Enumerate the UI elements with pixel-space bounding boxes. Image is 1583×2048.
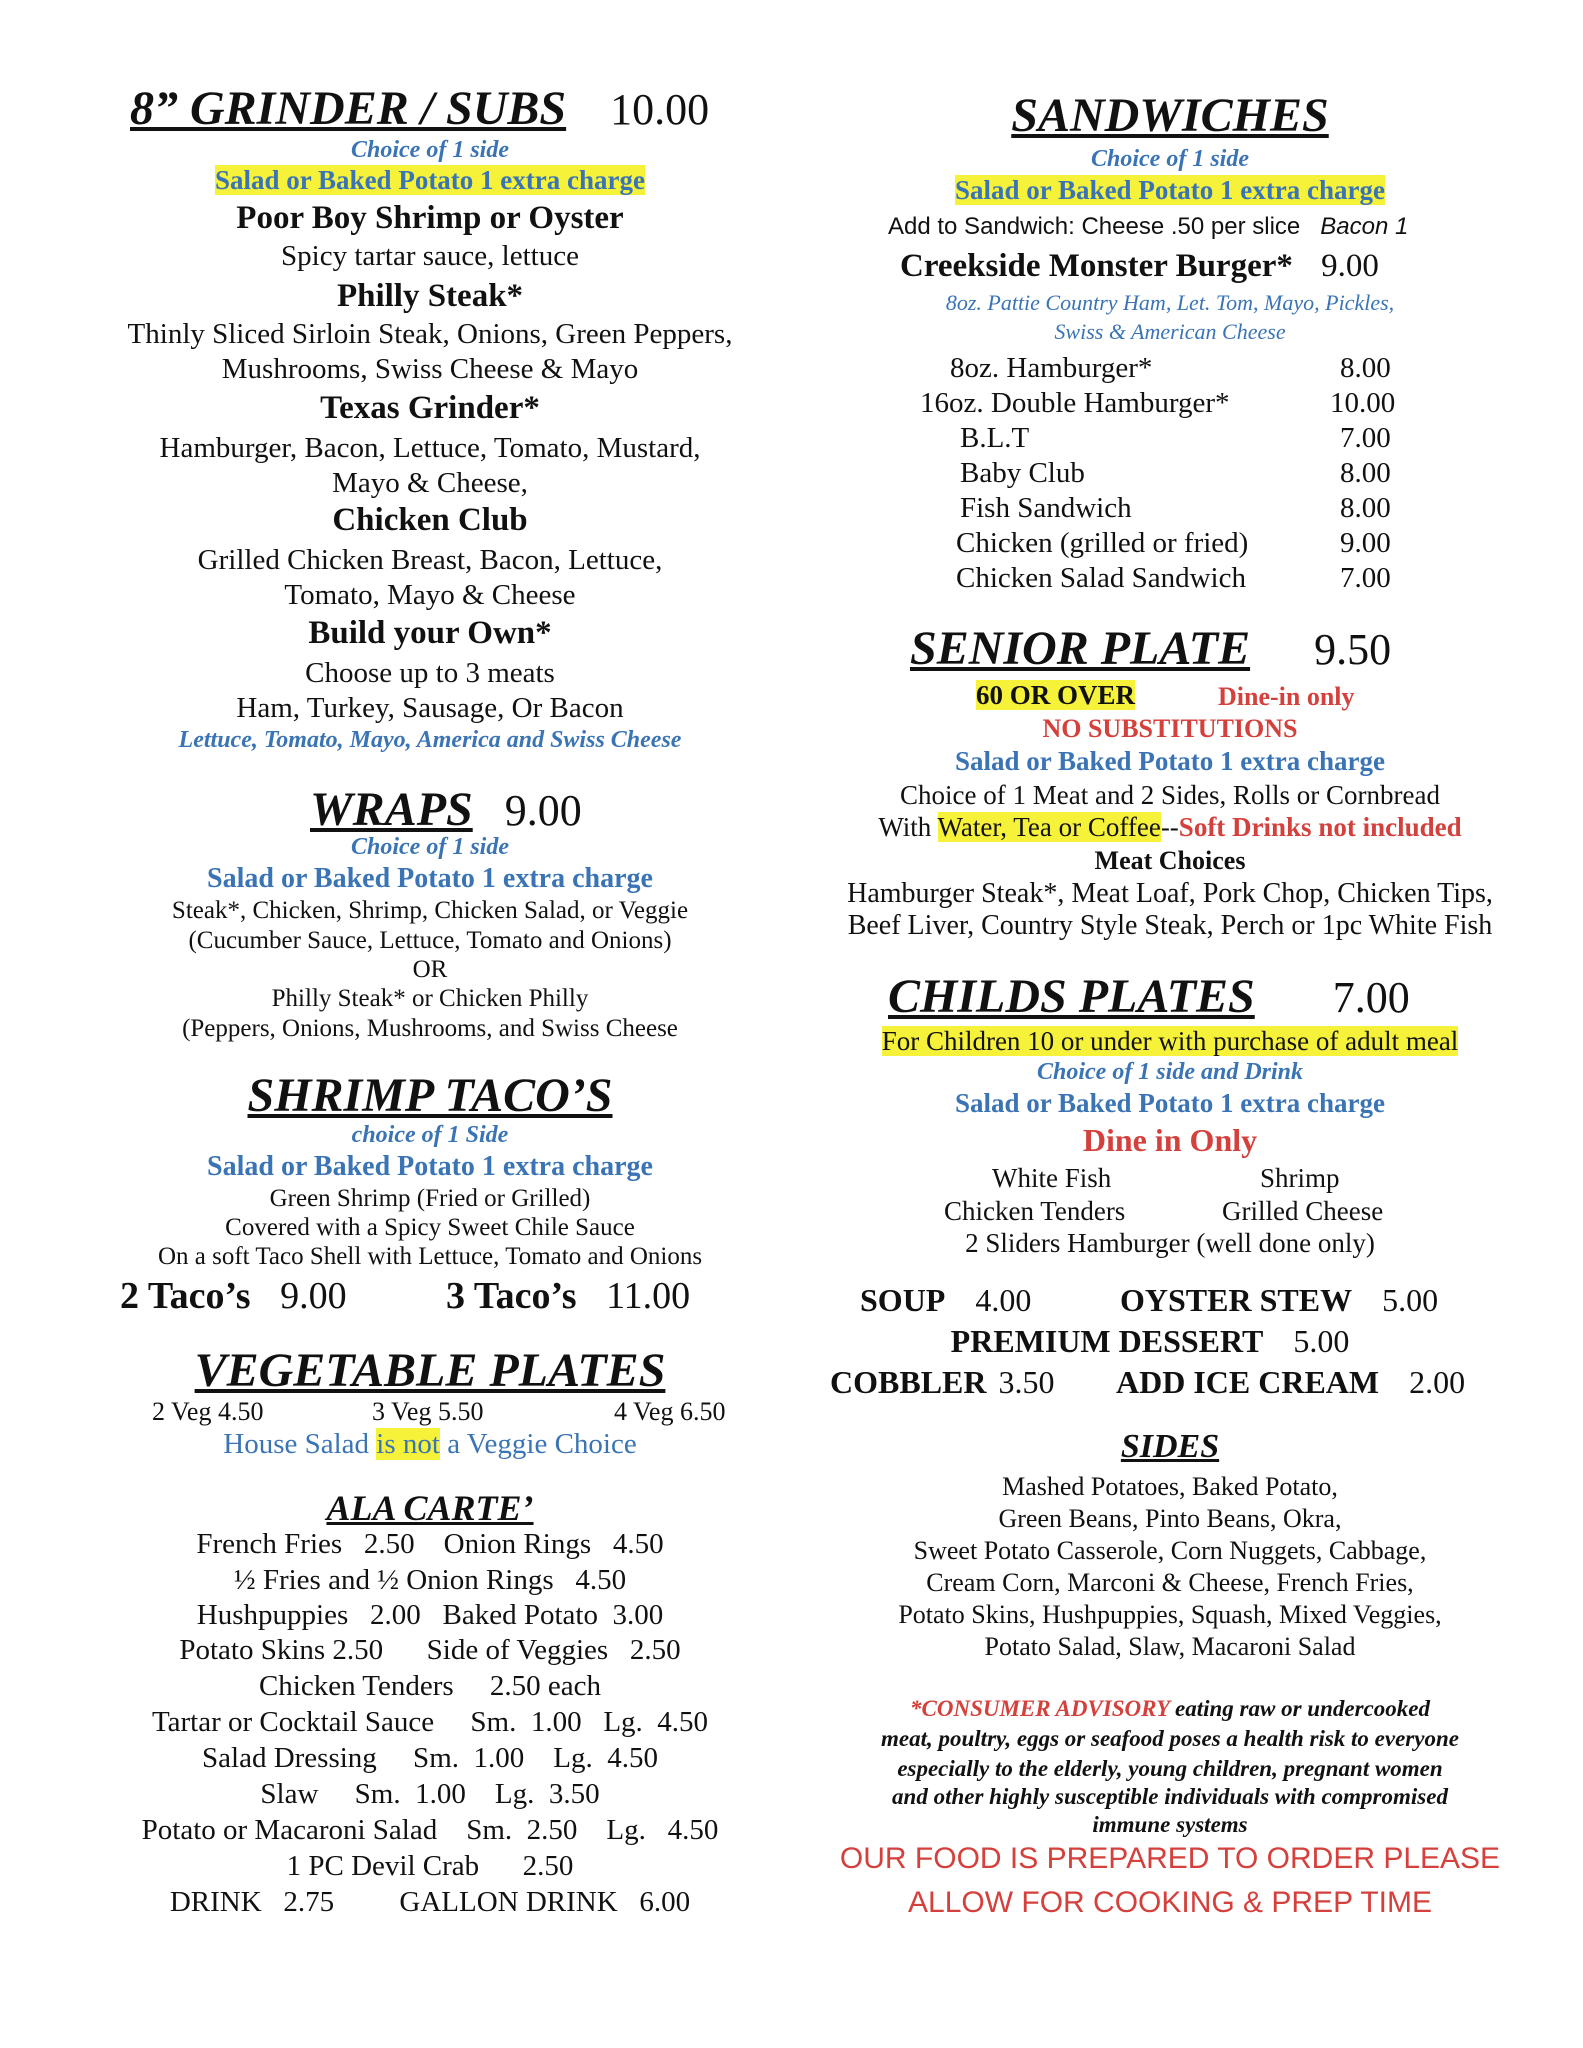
veg-note [100,1428,760,1461]
grinder-item-desc: Mushrooms, Swiss Cheese & Mayo [221,353,639,385]
sides-title: SIDES [1120,1428,1220,1465]
grinder-extra-wrap [100,165,760,196]
senior-age: 60 OR OVER [976,680,1136,710]
alacarte-header [100,1487,760,1529]
wraps-line: OR [412,956,448,983]
alacarte-row: ½ Fries and ½ Onion Rings 4.50 [233,1564,627,1596]
monster-desc: 8oz. Pattie Country Ham, Let. Tom, Mayo, Pickles, [945,290,1395,315]
alacarte-row: Chicken Tenders 2.50 each [258,1670,602,1702]
tacos-two-label: 2 Taco’s [120,1275,251,1317]
cobbler-price: 3.50 [998,1364,1055,1400]
senior-header [910,624,1391,675]
childs-for-wrap [820,1026,1520,1057]
alacarte-title: ALA CARTE’ [326,1488,534,1528]
sides-line: Sweet Potato Casserole, Corn Nuggets, Cabbage, [913,1536,1427,1565]
sandwich-name: 16oz. Double Hamburger* [920,387,1230,419]
wraps-header [310,785,582,836]
tacos-three-label: 3 Taco’s [446,1275,577,1317]
alacarte-row: Potato Skins 2.50 Side of Veggies 2.50 [179,1634,681,1666]
monster-name: Creekside Monster Burger* [900,248,1293,284]
dessert-line [820,1323,1480,1360]
grinder-toppings: Lettuce, Tomato, Mayo, America and Swiss Cheese [178,727,682,753]
alacarte-row: Tartar or Cocktail Sauce Sm. 1.00 Lg. 4.50 [151,1706,709,1738]
tacos-extra: Salad or Baked Potato 1 extra charge [207,1151,653,1182]
cobbler-label: COBBLER [830,1364,987,1400]
sandwiches-header [820,89,1520,142]
advisory-line: immune systems [1092,1812,1248,1837]
monster-desc: Swiss & American Cheese [1054,319,1286,344]
prep-notice: ALLOW FOR COOKING & PREP TIME [908,1886,1432,1919]
advisory-line: especially to the elderly, young children, pregnant women [897,1756,1443,1781]
tacos-line: Covered with a Spicy Sweet Chile Sauce [225,1214,635,1241]
senior-with-b: Water, Tea or Coffee [937,812,1161,842]
senior-meat-line: Beef Liver, Country Style Steak, Perch or 1pc White Fish [847,910,1493,941]
senior-title: SENIOR PLATE [910,622,1251,675]
grinder-header [130,84,709,135]
sandwich-price: 10.00 [1330,387,1396,419]
sides-line: Mashed Potatoes, Baked Potato, [1002,1472,1338,1501]
childs-item: Shrimp [1260,1163,1340,1193]
veg-title: VEGETABLE PLATES [194,1344,666,1397]
veg-two: 2 Veg 4.50 [152,1397,264,1426]
senior-meat-title: Meat Choices [1094,846,1246,875]
grinder-item-desc: Hamburger, Bacon, Lettuce, Tomato, Mustard, [159,432,701,464]
grinder-item-desc: Mayo & Cheese, [332,467,528,499]
veg-three: 3 Veg 5.50 [372,1397,484,1426]
tacos-line: On a soft Taco Shell with Lettuce, Tomato and Onions [157,1243,703,1270]
wraps-line: Philly Steak* or Chicken Philly [271,985,589,1012]
monster-burger [900,248,1379,285]
grinder-item-desc: Grilled Chicken Breast, Bacon, Lettuce, [197,544,663,576]
childs-extra: Salad or Baked Potato 1 extra charge [955,1088,1385,1118]
sandwich-name: Fish Sandwich [960,492,1132,524]
sandwiches-title: SANDWICHES [1011,89,1329,142]
wraps-choice: Choice of 1 side [351,834,509,860]
grinder-item-name: Philly Steak* [336,278,524,314]
veg-four: 4 Veg 6.50 [614,1397,726,1426]
senior-dine: Dine-in only [1218,682,1355,711]
grinder-item-name: Chicken Club [332,502,528,538]
senior-extra: Salad or Baked Potato 1 extra charge [955,746,1385,776]
sandwiches-choice: Choice of 1 side [1091,146,1249,172]
grinder-item-desc: Tomato, Mayo & Cheese [284,579,576,611]
veg-note-c: a Veggie Choice [439,1428,637,1460]
advisory-line [820,1694,1520,1724]
sandwiches-extra-wrap [820,175,1520,206]
tacos-line: Green Shrimp (Fried or Grilled) [269,1185,591,1212]
sandwiches-add-cheese: Add to Sandwich: Cheese .50 per slice [888,213,1301,240]
icecream-price: 2.00 [1409,1364,1466,1400]
senior-with-a: With [878,812,938,842]
dessert-price: 5.00 [1293,1323,1350,1359]
senior-nosub: NO SUBSTITUTIONS [1042,714,1298,743]
grinder-item-desc: Thinly Sliced Sirloin Steak, Onions, Green Peppers, [127,318,733,350]
tacos-three-price: 11.00 [606,1275,691,1317]
icecream-label: ADD ICE CREAM [1116,1364,1380,1400]
advisory-line: and other highly susceptible individuals with compromised [892,1784,1448,1809]
sandwiches-add-bacon: Bacon 1 [1320,213,1409,240]
stew-label: OYSTER STEW [1120,1282,1353,1318]
wraps-title: WRAPS [310,783,473,836]
childs-choice: Choice of 1 side and Drink [1036,1059,1303,1085]
grinder-item-name: Texas Grinder* [320,390,540,426]
sides-line: Potato Salad, Slaw, Macaroni Salad [984,1632,1356,1661]
grinder-title: 8” GRINDER / SUBS [130,82,567,135]
senior-age-wrap [976,680,1135,711]
senior-with-c: -- [1160,812,1179,842]
sandwiches-extra: Salad or Baked Potato 1 extra charge [955,175,1385,205]
grinder-price: 10.00 [610,85,710,134]
alacarte-row: 1 PC Devil Crab 2.50 [286,1850,574,1882]
alacarte-row: DRINK 2.75 GALLON DRINK 6.00 [169,1886,691,1918]
tacos-choice: choice of 1 Side [351,1122,509,1148]
wraps-line: Steak*, Chicken, Shrimp, Chicken Salad, or Veggie [171,897,689,924]
wraps-line: (Peppers, Onions, Mushrooms, and Swiss Cheese [182,1015,678,1042]
grinder-item-desc: Ham, Turkey, Sausage, Or Bacon [236,692,624,724]
childs-item: White Fish [992,1163,1112,1193]
wraps-extra: Salad or Baked Potato 1 extra charge [207,863,653,894]
childs-price: 7.00 [1332,973,1410,1022]
childs-item: 2 Sliders Hamburger (well done only) [965,1228,1375,1258]
alacarte-row: Salad Dressing Sm. 1.00 Lg. 4.50 [202,1742,658,1774]
monster-price: 9.00 [1321,248,1379,284]
soup-label: SOUP [860,1282,946,1318]
sides-line: Green Beans, Pinto Beans, Okra, [998,1504,1342,1533]
advisory-label: *CONSUMER ADVISORY [910,1696,1170,1721]
sandwich-name: 8oz. Hamburger* [950,352,1153,384]
sandwich-price: 8.00 [1340,457,1391,489]
alacarte-row: Slaw Sm. 1.00 Lg. 3.50 [260,1778,600,1810]
soup-price: 4.00 [975,1282,1032,1318]
tacos-header [100,1069,760,1122]
tacos-two-price: 9.00 [280,1275,347,1317]
grinder-item-name: Build your Own* [308,615,552,651]
icecream-line [1116,1364,1465,1401]
sides-header [820,1428,1520,1466]
tacos-three [446,1274,690,1318]
senior-with-d: Soft Drinks not included [1178,812,1462,842]
sides-line: Cream Corn, Marconi & Cheese, French Fries, [926,1568,1414,1597]
childs-header [888,972,1410,1023]
sandwich-price: 8.00 [1340,492,1391,524]
tacos-two [120,1274,347,1318]
advisory-line: meat, poultry, eggs or seafood poses a health risk to everyone [881,1726,1459,1751]
veg-note-b: is not [376,1428,440,1460]
grinder-extra: Salad or Baked Potato 1 extra charge [215,165,645,195]
grinder-choice: Choice of 1 side [351,137,509,163]
grinder-item-desc: Spicy tartar sauce, lettuce [281,240,579,272]
childs-dine: Dine in Only [1082,1122,1258,1158]
sandwiches-add [888,213,1408,241]
stew-price: 5.00 [1382,1282,1439,1318]
veg-note-a: House Salad [223,1428,377,1460]
senior-choice: Choice of 1 Meat and 2 Sides, Rolls or Cornbread [900,780,1440,810]
sandwich-name: Baby Club [960,457,1085,489]
sandwich-price: 8.00 [1340,352,1391,384]
alacarte-row: Potato or Macaroni Salad Sm. 2.50 Lg. 4.50 [141,1814,719,1846]
childs-item: Chicken Tenders [944,1196,1126,1226]
childs-item: Grilled Cheese [1222,1196,1384,1226]
veg-header [100,1344,760,1397]
sandwich-name: Chicken (grilled or fried) [956,527,1249,559]
tacos-title: SHRIMP TACO’S [247,1069,613,1122]
soup-line [860,1282,1031,1319]
alacarte-row: Hushpuppies 2.00 Baked Potato 3.00 [196,1599,664,1631]
sandwich-price: 7.00 [1340,562,1391,594]
senior-price: 9.50 [1314,625,1392,674]
cobbler-line [830,1364,1054,1401]
prep-notice: OUR FOOD IS PREPARED TO ORDER PLEASE [839,1842,1501,1875]
sides-line: Potato Skins, Hushpuppies, Squash, Mixed Veggies, [898,1600,1442,1629]
childs-for: For Children 10 or under with purchase of adult meal [881,1026,1459,1056]
sandwich-price: 9.00 [1340,527,1391,559]
stew-line [1120,1282,1438,1319]
sandwich-price: 7.00 [1340,422,1391,454]
sandwich-name: B.L.T [960,422,1030,454]
senior-with [820,812,1520,843]
grinder-item-name: Poor Boy Shrimp or Oyster [236,200,624,236]
wraps-line: (Cucumber Sauce, Lettuce, Tomato and Onions) [188,927,672,954]
advisory-text: eating raw or undercooked [1169,1696,1430,1721]
alacarte-row: French Fries 2.50 Onion Rings 4.50 [196,1528,664,1560]
grinder-item-desc: Choose up to 3 meats [305,657,555,689]
wraps-price: 9.00 [504,786,582,835]
sandwich-name: Chicken Salad Sandwich [956,562,1246,594]
senior-meat-line: Hamburger Steak*, Meat Loaf, Pork Chop, Chicken Tips, [847,878,1493,909]
childs-title: CHILDS PLATES [888,970,1255,1023]
dessert-label: PREMIUM DESSERT [950,1323,1264,1359]
